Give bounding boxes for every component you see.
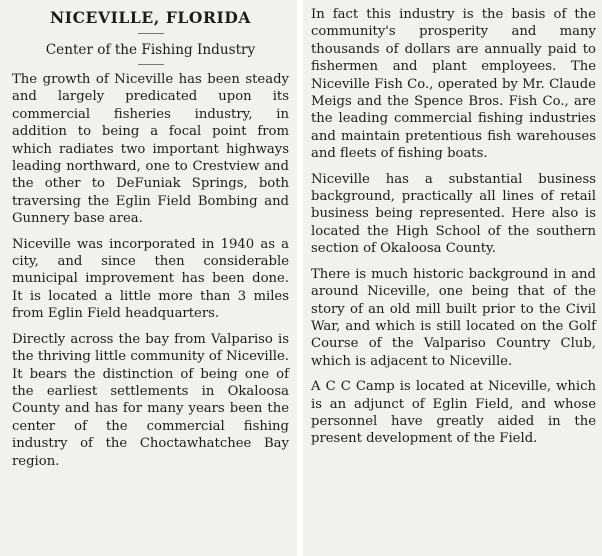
paragraph-ccc-camp: A C C Camp is located at Niceville, which is an adjunct of Eglin Field, and whose personnel have greatly aided in the present development of the Field. xyxy=(311,379,596,447)
paragraph-across-bay: Directly across the bay from Valpariso is the thriving little community of Niceville. It bears the distinction of being one of the earliest settlements in Okaloosa County and has for many years been the center of the commercial fishing industry of the Choctawhatchee Bay region. xyxy=(12,331,289,469)
right-column xyxy=(303,0,602,556)
article-subheadline: Center of the Fishing Industry xyxy=(45,42,256,58)
left-column xyxy=(0,0,297,556)
paragraph-industry-basis: In fact this industry is the basis of the community's prosperity and many thousands of dollars are annually paid to fishermen and plant employees. The Niceville Fish Co., operated by Mr. Claude Meigs and the Spence Bros. Fish Co., are the leading commercial fishing industries and maintain pretentious fish warehouses and fleets of fishing boats. xyxy=(311,7,596,162)
paragraph-growth: The growth of Niceville has been steady and largely predicated upon its commercial fisheries industry, in addition to being a focal point from which radiates two important highways leading northward, one to Crestview and the other to DeFuniak Springs, both traversing the Eglin Field Bombing and Gunnery base area. xyxy=(12,72,289,227)
paragraph-incorporated: Niceville was incorporated in 1940 as a city, and since then considerable municipal improvement has been done. It is located a little more than 3 miles from Eglin Field headquarters. xyxy=(12,236,289,322)
headline-divider xyxy=(138,33,164,34)
paragraph-business: Niceville has a substantial business background, practically all lines of retail business being represented. Here also is located the High School of the southern section of Okaloosa County. xyxy=(311,171,596,257)
article-headline: NICEVILLE, FLORIDA xyxy=(49,8,252,27)
paragraph-history: There is much historic background in and around Niceville, one being that of the story of an old mill built prior to the Civil War, and which is still located on the Golf Course of the Valpariso Country Club, which is adjacent to Niceville. xyxy=(311,266,596,369)
subheadline-divider xyxy=(138,64,164,65)
